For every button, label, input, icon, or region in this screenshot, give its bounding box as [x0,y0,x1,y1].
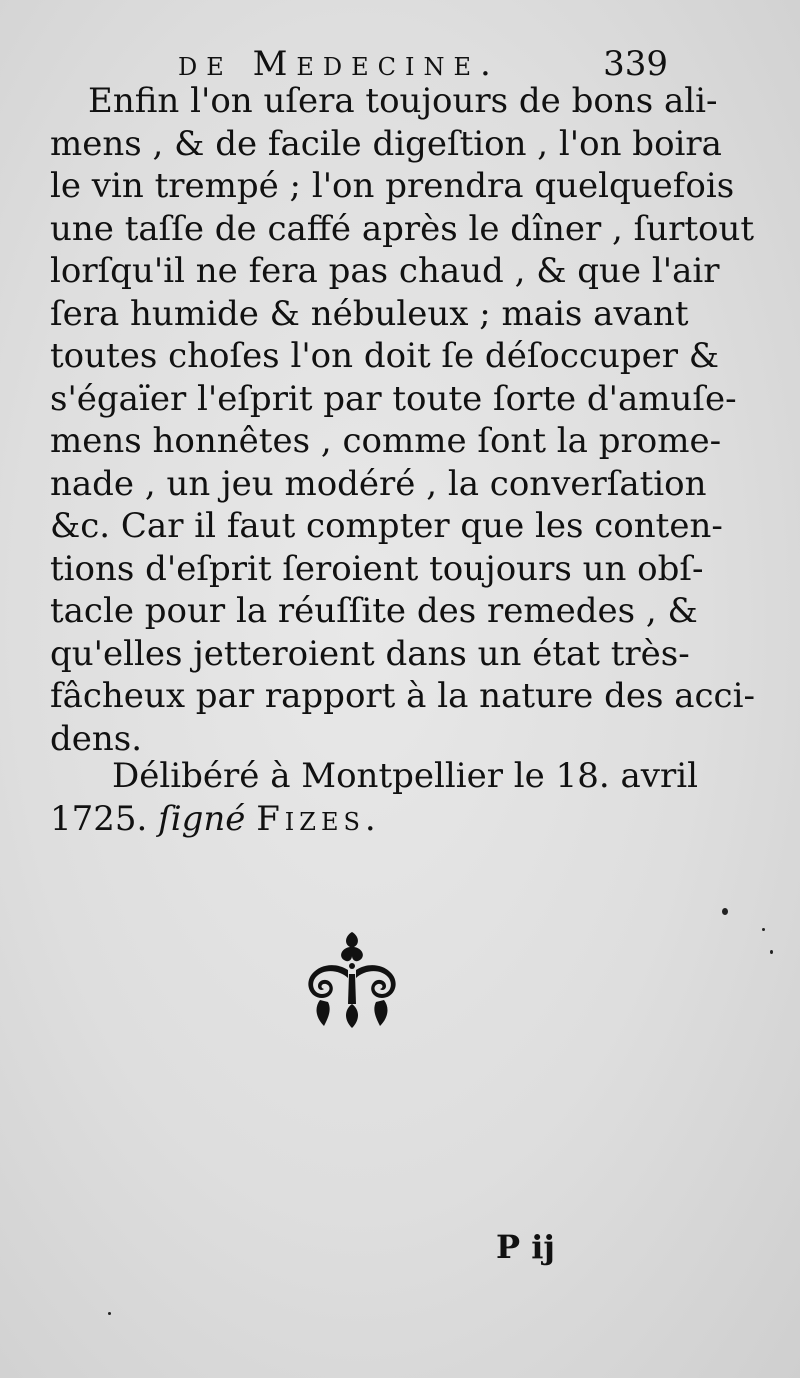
running-head [178,44,668,84]
ink-speck [722,908,728,915]
signoff-line-2 [50,798,666,841]
ink-speck [770,950,773,954]
text-line: mens honnêtes , comme ſont la prome- [50,421,722,461]
fleuron-ornament-icon [298,930,406,1030]
text-line: &c. Car il faut compter que les conten- [50,506,723,546]
signoff [50,755,698,840]
text-line: lorſqu'il ne fera pas chaud , & que l'air [50,251,720,291]
text-line: le vin trempé ; l'on prendra quelquefois [50,166,735,206]
text-line: mens , & de facile digeſtion , l'on boira [50,123,722,164]
signoff-year: 1725. [50,798,148,839]
text-line: fâcheux par rapport à la nature des acci- [50,676,755,716]
text-line: tions d'eſprit ſeroient toujours un obſ- [50,548,704,589]
body-text [50,80,755,760]
ink-speck [762,928,765,931]
text-line: ſera humide & nébuleux ; mais avant [50,293,689,334]
running-title: de Medecine. [178,44,500,84]
text-line: dens. [50,718,143,759]
text-line: Enfin l'on uſera toujours de bons ali- [88,81,718,121]
signed-word: ſigné [158,798,246,839]
signoff-line-1: Délibéré à Montpellier le 18. avril [112,756,698,796]
text-line: nade , un jeu modéré , la converſation [50,463,707,504]
signature-mark: P ij [496,1228,555,1266]
text-line: une taſſe de caffé après le dîner , ſurtout [50,208,755,249]
text-line: qu'elles jetteroient dans un état très- [50,633,690,674]
text-line: s'égaïer l'eſprit par toute ſorte d'amuſe- [50,378,737,419]
text-line: tacle pour la réuſſite des remedes , & [50,591,698,631]
ink-speck [108,1312,111,1315]
signer-name: Fizes. [256,798,381,839]
text-line: toutes choſes l'on doit ſe déſoccuper & [50,336,720,376]
page-number: 339 [603,44,668,84]
